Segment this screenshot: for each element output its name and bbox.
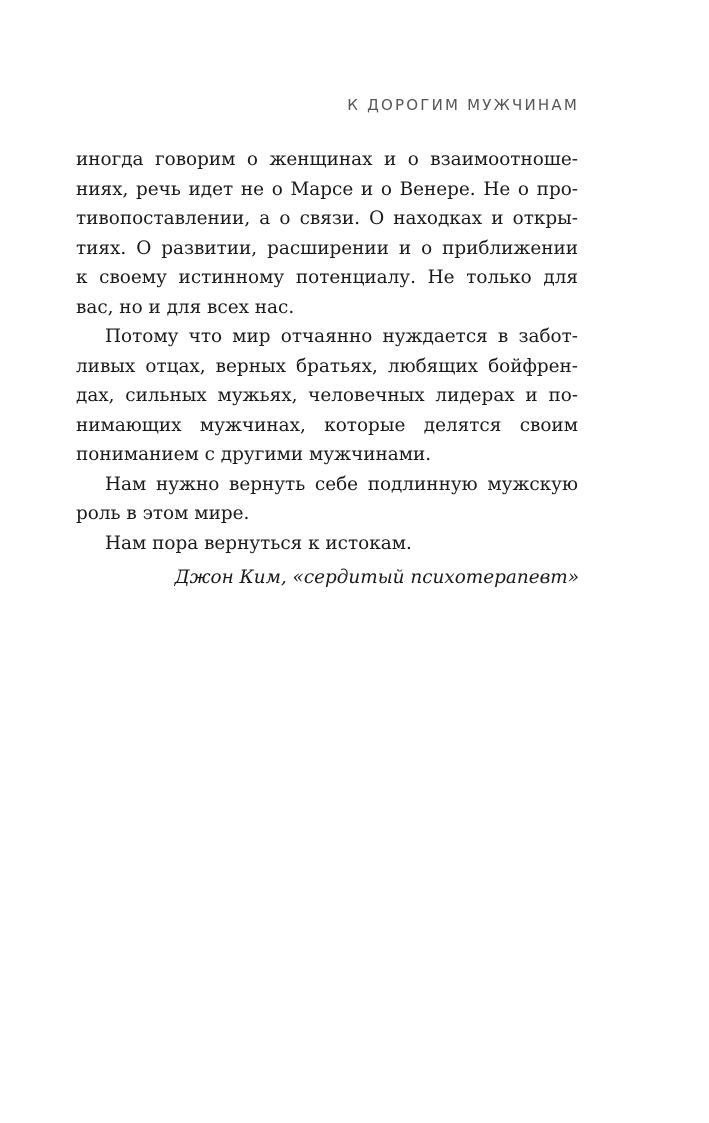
running-header: К ДОРОГИМ МУЖЧИНАМ [347,96,579,114]
text-line: роль в этом мире. [76,503,250,524]
body-text [76,145,578,558]
text-line: дах, сильных мужьях, человечных лидерах и по- [76,385,578,406]
text-line: ливых отцах, верных братьях, любящих бойфрен- [76,355,578,377]
signature: Джон Ким, «сердитый психотерапевт» [174,567,579,588]
text-line: иногда говорим о женщинах и о взаимоотноше- [76,149,578,170]
text-line: Нам нужно вернуть себе подлинную мужскую [105,473,578,495]
text-line: тивопоставлении, а о связи. О находках и откры- [76,208,578,229]
text-line: Потому что мир отчаянно нуждается в забот- [105,326,578,347]
text-line: тиях. О развитии, расширении и о приближении [76,237,578,259]
text-line: вас, но и для всех нас. [76,296,295,318]
text-line: к своему истинному потенциалу. Не только для [76,267,578,288]
text-line: пониманием с другими мужчинами. [76,444,432,465]
text-line: нимающих мужчинах, которые делятся своим [76,414,578,436]
text-line: Нам пора вернуться к истокам. [105,532,412,554]
text-line: ниях, речь идет не о Марсе и о Венере. Не о про- [76,178,578,200]
